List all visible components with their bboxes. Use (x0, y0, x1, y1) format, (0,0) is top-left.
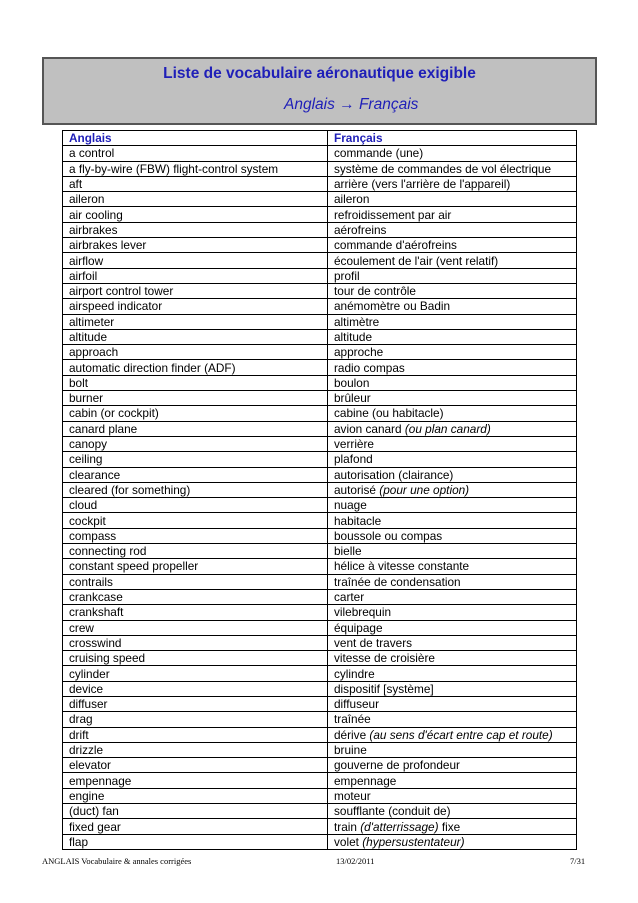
english-term: airbrakes (63, 222, 328, 237)
french-term-main: bruine (334, 743, 367, 758)
table-row (63, 176, 577, 191)
table-row (63, 681, 577, 696)
table-row (63, 391, 577, 406)
french-term (328, 742, 577, 757)
french-term (328, 758, 577, 773)
header-english: Anglais (63, 131, 328, 146)
table-row (63, 635, 577, 650)
french-term-main: commande d'aérofreins (334, 238, 457, 253)
french-term-main: empennage (334, 773, 397, 788)
english-term: crosswind (63, 635, 328, 650)
table-row (63, 819, 577, 834)
french-term (328, 436, 577, 451)
english-term: bolt (63, 375, 328, 390)
french-term (328, 696, 577, 711)
french-term-main: train (334, 819, 357, 834)
english-term: automatic direction finder (ADF) (63, 360, 328, 375)
french-term-main: système de commandes de vol électrique (334, 161, 552, 176)
french-term-main: volet (334, 834, 359, 849)
table-row (63, 559, 577, 574)
french-term (328, 804, 577, 819)
english-term: crankshaft (63, 605, 328, 620)
english-term: flap (63, 834, 328, 849)
english-term: elevator (63, 758, 328, 773)
english-term: crew (63, 620, 328, 635)
french-term-main: profil (334, 268, 360, 283)
english-term: altimeter (63, 314, 328, 329)
english-term: airspeed indicator (63, 299, 328, 314)
table-row (63, 773, 577, 788)
table-row (63, 589, 577, 604)
table-row (63, 222, 577, 237)
table-row (63, 360, 577, 375)
english-term: altitude (63, 329, 328, 344)
english-term: airfoil (63, 268, 328, 283)
french-term-main: boussole ou compas (334, 528, 443, 543)
french-term (328, 360, 577, 375)
table-row (63, 436, 577, 451)
english-term: (duct) fan (63, 804, 328, 819)
table-row (63, 528, 577, 543)
french-term-main: commande (une) (334, 146, 424, 161)
french-term-main: brûleur (334, 391, 371, 406)
table-header-row (63, 131, 577, 146)
english-term: crankcase (63, 589, 328, 604)
french-term-main: arrière (vers l'arrière de l'appareil) (334, 177, 511, 192)
english-term: a control (63, 146, 328, 161)
table-row (63, 238, 577, 253)
french-term (328, 375, 577, 390)
french-term (328, 268, 577, 283)
french-term-main: anémomètre ou Badin (334, 299, 451, 314)
french-term (328, 544, 577, 559)
table-row (63, 758, 577, 773)
french-term-main: écoulement de l'air (vent relatif) (334, 253, 499, 268)
english-term: a fly-by-wire (FBW) flight-control system (63, 161, 328, 176)
english-term: contrails (63, 574, 328, 589)
english-term: cleared (for something) (63, 482, 328, 497)
table-body (63, 146, 577, 850)
french-term (328, 391, 577, 406)
french-term (328, 329, 577, 344)
french-term (328, 712, 577, 727)
french-term-main: approche (334, 345, 384, 360)
table-row (63, 696, 577, 711)
english-term: cabin (or cockpit) (63, 406, 328, 421)
french-term (328, 146, 577, 161)
table-row (63, 712, 577, 727)
english-term: diffuser (63, 696, 328, 711)
table-row (63, 253, 577, 268)
french-term-main: vilebrequin (334, 605, 392, 620)
french-term (328, 589, 577, 604)
table-row (63, 651, 577, 666)
english-term: airbrakes lever (63, 238, 328, 253)
english-term: aileron (63, 192, 328, 207)
french-term (328, 253, 577, 268)
french-term-main: aileron (334, 192, 370, 207)
english-term: burner (63, 391, 328, 406)
french-term-main: traînée de condensation (334, 574, 461, 589)
french-term-main: bielle (334, 544, 362, 559)
table-row (63, 283, 577, 298)
table-row (63, 513, 577, 528)
french-term-main: traînée (334, 712, 371, 727)
french-term-main: tour de contrôle (334, 284, 416, 299)
footer-title: ANGLAIS Vocabulaire & annales corrigées (42, 856, 192, 866)
french-term (328, 192, 577, 207)
french-term (328, 528, 577, 543)
english-term: canard plane (63, 421, 328, 436)
table-row (63, 406, 577, 421)
french-term (328, 299, 577, 314)
english-term: compass (63, 528, 328, 543)
french-term-main: refroidissement par air (334, 207, 452, 222)
french-term (328, 161, 577, 176)
table-row (63, 268, 577, 283)
french-term-main: soufflante (conduit de) (334, 804, 451, 819)
english-term: drizzle (63, 742, 328, 757)
french-term-main: aérofreins (334, 222, 387, 237)
english-term: engine (63, 788, 328, 803)
table-row (63, 574, 577, 589)
english-term: constant speed propeller (63, 559, 328, 574)
french-term (328, 222, 577, 237)
table-row (63, 605, 577, 620)
french-term (328, 666, 577, 681)
table-row (63, 788, 577, 803)
french-term-main: autorisation (clairance) (334, 467, 454, 482)
french-term-main: équipage (334, 620, 383, 635)
french-term-main: habitacle (334, 513, 382, 528)
french-term-main: diffuseur (334, 697, 380, 712)
french-term (328, 605, 577, 620)
table-row (63, 467, 577, 482)
english-term: cylinder (63, 666, 328, 681)
french-term-main: radio compas (334, 360, 405, 375)
french-term-main: dispositif [système] (334, 681, 434, 696)
page-title: Liste de vocabulaire aéronautique exigible (163, 65, 476, 82)
french-term (328, 513, 577, 528)
header-french: Français (328, 131, 577, 146)
table-row (63, 544, 577, 559)
french-term (328, 574, 577, 589)
english-term: connecting rod (63, 544, 328, 559)
french-term-main: vitesse de croisière (334, 651, 435, 666)
french-term (328, 421, 577, 436)
table-row (63, 161, 577, 176)
table-row (63, 345, 577, 360)
french-term-main: hélice à vitesse constante (334, 559, 470, 574)
french-term (328, 452, 577, 467)
french-term (328, 406, 577, 421)
english-term: device (63, 681, 328, 696)
table-row (63, 498, 577, 513)
table-row (63, 834, 577, 849)
french-term-main: cylindre (334, 666, 375, 681)
french-term-note: (au sens d'écart entre cap et route) (369, 727, 553, 742)
table-row (63, 314, 577, 329)
french-term-main: avion canard (334, 421, 402, 436)
table-row (63, 620, 577, 635)
english-term: canopy (63, 436, 328, 451)
french-term-main: plafond (334, 452, 373, 467)
footer-page-number: 7/31 (570, 856, 586, 866)
french-term-main: autorisé (334, 482, 376, 497)
french-term-main: altitude (334, 330, 373, 344)
english-term: drag (63, 712, 328, 727)
footer-date: 13/02/2011 (336, 856, 375, 866)
french-term-main: altimètre (334, 314, 380, 329)
english-term: approach (63, 345, 328, 360)
vocabulary-table (62, 130, 577, 850)
english-term: fixed gear (63, 819, 328, 834)
english-term: aft (63, 176, 328, 191)
french-term-main: dérive (334, 727, 367, 742)
french-term (328, 283, 577, 298)
english-term: cruising speed (63, 651, 328, 666)
table-row (63, 421, 577, 436)
french-term-main: cabine (ou habitacle) (334, 406, 444, 421)
table-row (63, 727, 577, 742)
french-term (328, 773, 577, 788)
english-term: ceiling (63, 452, 328, 467)
english-term: drift (63, 727, 328, 742)
french-term (328, 819, 577, 834)
english-term: empennage (63, 773, 328, 788)
french-term (328, 620, 577, 635)
english-term: airport control tower (63, 283, 328, 298)
table-row (63, 666, 577, 681)
french-term-note: (ou plan canard) (404, 421, 491, 436)
french-term-main: boulon (334, 375, 370, 390)
page-subtitle: Anglais → Français (284, 96, 419, 113)
french-term-note: (pour une option) (379, 482, 470, 497)
table-row (63, 207, 577, 222)
french-term (328, 681, 577, 696)
table-row (63, 329, 577, 344)
french-term-note: (hypersustentateur) (362, 834, 465, 849)
table-row (63, 192, 577, 207)
french-term (328, 176, 577, 191)
french-term-main: nuage (334, 498, 367, 513)
english-term: clearance (63, 467, 328, 482)
french-term (328, 635, 577, 650)
english-term: airflow (63, 253, 328, 268)
table-row (63, 375, 577, 390)
french-term (328, 207, 577, 222)
french-term (328, 314, 577, 329)
french-term (328, 498, 577, 513)
english-term: cockpit (63, 513, 328, 528)
french-term (328, 345, 577, 360)
french-term-main: vent de travers (334, 635, 413, 650)
french-term (328, 834, 577, 849)
french-term (328, 559, 577, 574)
french-term-main: moteur (334, 788, 371, 803)
french-term (328, 651, 577, 666)
table-row (63, 146, 577, 161)
table-row (63, 452, 577, 467)
french-term (328, 788, 577, 803)
english-term: cloud (63, 498, 328, 513)
french-term (328, 482, 577, 497)
title-box (42, 57, 597, 125)
english-term: air cooling (63, 207, 328, 222)
french-term-main: carter (334, 590, 365, 605)
french-term-note: (d'atterrissage) (360, 819, 439, 834)
table-row (63, 804, 577, 819)
french-term (328, 467, 577, 482)
table-row (63, 299, 577, 314)
french-term (328, 238, 577, 253)
french-term (328, 727, 577, 742)
table-row (63, 482, 577, 497)
french-term-main: gouverne de profondeur (334, 758, 460, 773)
french-term-suffix: fixe (441, 819, 461, 834)
french-term-main: verrière (334, 437, 374, 452)
table-row (63, 742, 577, 757)
